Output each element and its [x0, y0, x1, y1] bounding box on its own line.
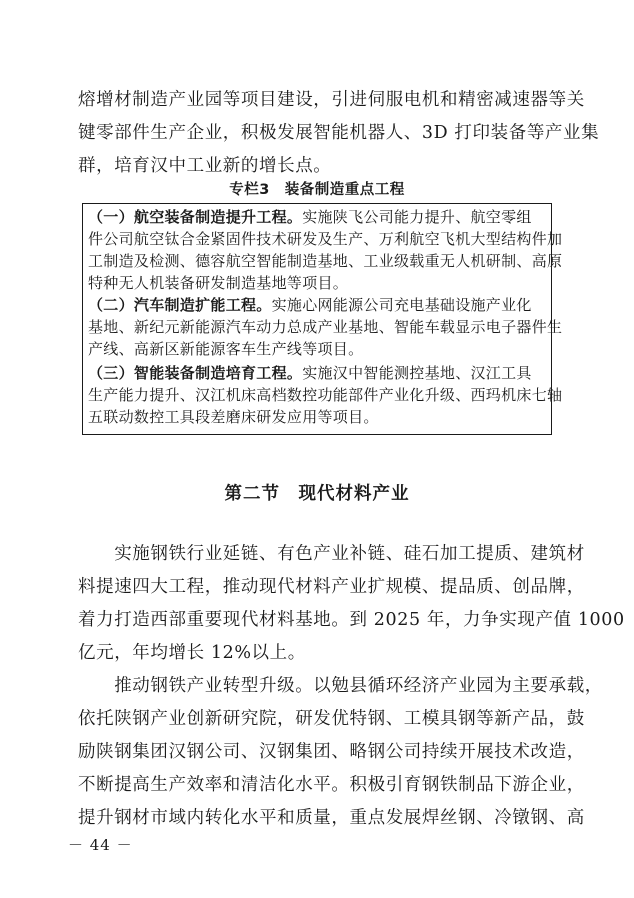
intro-line-3: 群，培育汉中工业新的增长点。 — [78, 156, 332, 176]
intro-line-1: 熔增材制造产业园等项目建设，引进伺服电机和精密减速器等关 — [78, 90, 585, 110]
column-item-1-line-2: 件公司航空钛合金紧固件技术研发及生产、万利航空飞机大型结构件加 — [88, 230, 563, 248]
paragraph-1-line-3: 着力打造西部重要现代材料基地。到 2025 年，力争实现产值 1000 — [78, 610, 625, 630]
paragraph-2-line-1: 推动钢铁产业转型升级。以勉县循环经济产业园为主要承载， — [78, 676, 603, 696]
column-item-2-line-2: 基地、新纪元新能源汽车动力总成产业基地、智能车载显示电子器件生 — [88, 318, 563, 336]
paragraph-1-line-4: 亿元，年均增长 12%以上。 — [78, 643, 306, 663]
column-item-3-text: 实施汉中智能测控基地、汉江工具 — [302, 364, 532, 382]
column-item-1-heading: （一）航空装备制造提升工程。 — [88, 208, 303, 226]
column-item-2-heading: （二）汽车制造扩能工程。 — [88, 296, 272, 314]
paragraph-2-line-2: 依托陕钢产业创新研究院，研发优特钢、工模具钢等新产品，鼓 — [78, 709, 585, 729]
column-item-3-line-2: 生产能力提升、汉江机床高档数控功能部件产业化升级、西玛机床七轴 — [88, 386, 563, 404]
paragraph-2-line-5: 提升钢材市域内转化水平和质量，重点发展焊丝钢、冷镦钢、高 — [78, 808, 585, 828]
column-item-1-line-3: 工制造及检测、德容航空智能制造基地、工业级载重无人机研制、高原 — [88, 252, 563, 270]
intro-line-2: 键零部件生产企业，积极发展智能机器人、3D 打印装备等产业集 — [78, 123, 600, 143]
section-heading: 第二节 现代材料产业 — [224, 484, 410, 504]
column-item-2-line-3: 产线、高新区新能源客车生产线等项目。 — [88, 340, 364, 358]
column-box-title: 专栏3 装备制造重点工程 — [229, 182, 405, 198]
paragraph-2-line-3: 励陕钢集团汉钢公司、汉钢集团、略钢公司持续开展技术改造， — [78, 742, 585, 762]
column-item-2-text: 实施心网能源公司充电基础设施产业化 — [271, 296, 532, 314]
column-item-1-line-4: 特种无人机装备研发制造基地等项目。 — [88, 274, 349, 292]
column-item-1-text: 实施陕飞公司能力提升、航空零组 — [302, 208, 532, 226]
column-item-1-line-1 — [88, 206, 550, 228]
column-item-2-line-1 — [88, 294, 550, 316]
column-item-3-line-1 — [88, 362, 550, 384]
paragraph-2-line-4: 不断提高生产效率和清洁化水平。积极引育钢铁制品下游企业， — [78, 775, 585, 795]
column-item-3-line-3: 五联动数控工具段差磨床研发应用等项目。 — [88, 408, 379, 426]
paragraph-1-line-1: 实施钢铁行业延链、有色产业补链、硅石加工提质、建筑材 — [78, 544, 585, 564]
paragraph-1-line-2: 料提速四大工程，推动现代材料产业扩规模、提品质、创品牌， — [78, 577, 585, 597]
page-number: － 44 － — [68, 836, 133, 854]
column-item-3-heading: （三）智能装备制造培育工程。 — [88, 364, 303, 382]
